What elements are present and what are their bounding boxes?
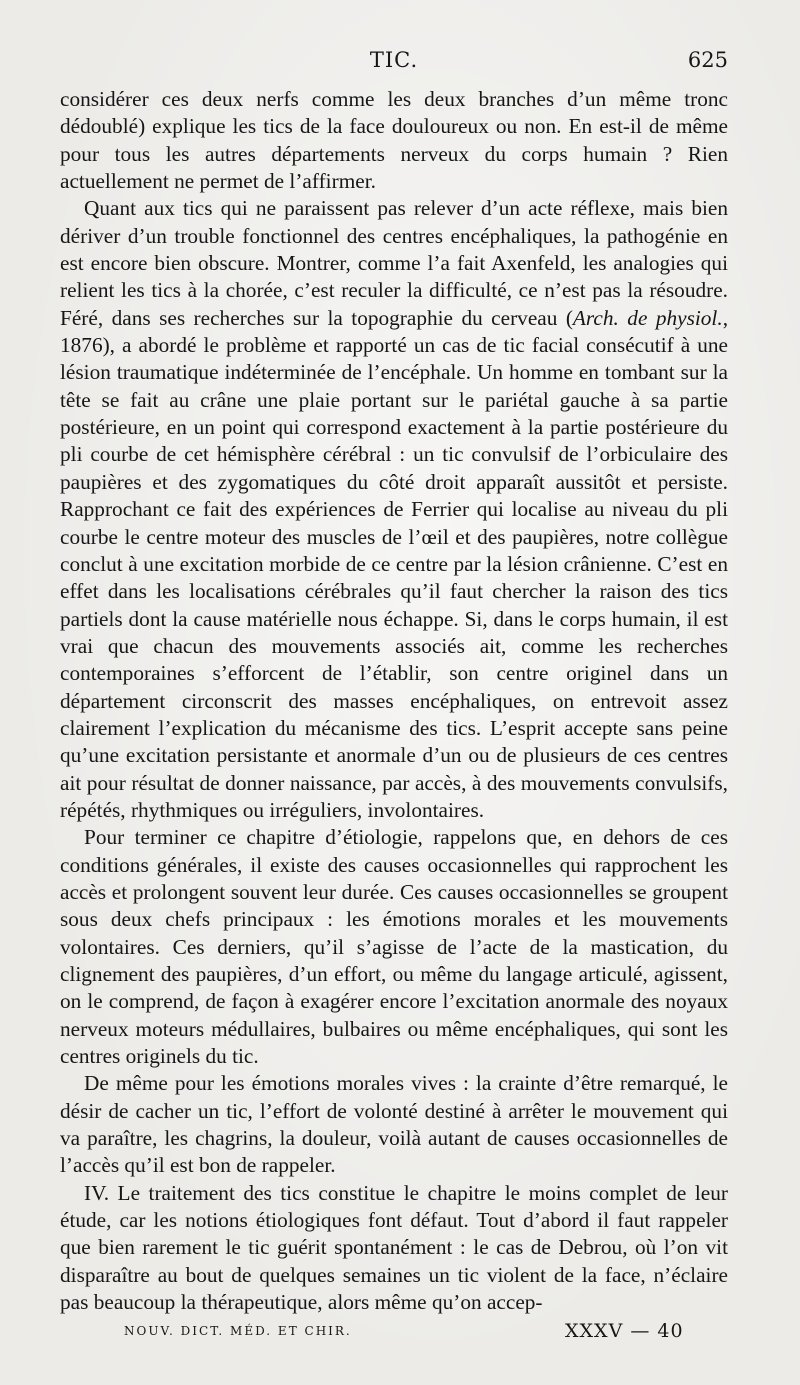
footer-signature: NOUV. DICT. MÉD. ET CHIR. — [124, 1324, 352, 1338]
paragraph-3: Pour terminer ce chapitre d’étiologie, rappelons que, en dehors de ces conditions générales, il existe des causes occasionnelles qui rapprochent les accès et prolongent souvent leur durée. Ces causes occasionnelles se groupent sous deux chefs principaux : les émotions morales et les mouvements volontaires. Ces derniers, qu’il s’agisse de l’acte de la mastication, du clignement des paupières, d’un effort, ou même du langage articulé, agissent, on le comprend, de façon à exagérer encore l’excitation anormale des noyaux nerveux moteurs médullaires, bulbaires ou même encéphaliques, qui sont les centres originels du tic. — [60, 825, 728, 1069]
running-title: TIC. — [369, 48, 419, 72]
paragraph-2-text: Quant aux tics qui ne paraissent pas relever d’un acte réflexe, mais bien dériver d’un trouble fonctionnel des centres encéphaliques, la pathogénie en est encore bien obscure. Montrer, comme l’a fait Axenfeld, les analogies qui relient les tics à la chorée, c’est reculer la difficulté, ce n’est pas la résoudre. Féré, dans ses recherches sur la topographie du cerveau ( — [60, 196, 728, 330]
journal-citation: Arch. de physiol. — [572, 305, 723, 330]
article-body — [60, 86, 728, 1316]
paragraph-1: considérer ces deux nerfs comme les deux branches d’un même tronc dédoublé) explique les tics de la face douloureux ou non. En est-il de même pour tous les autres départements nerveux du corps humain ? Rien actuellement ne permet de l’affirmer. — [60, 87, 728, 194]
paragraph-2 — [60, 195, 728, 824]
paragraph-4: De même pour les émotions morales vives : la crainte d’être remarqué, le désir de cacher un tic, l’effort de volonté destiné à arrêter le mouvement qui va paraître, les chagrins, la douleur, voilà autant de causes occasionnelles de l’accès qu’il est bon de rappeler. — [60, 1071, 728, 1178]
page-header — [60, 48, 728, 78]
footer-sheet-mark: XXXV — 40 — [565, 1320, 684, 1342]
paragraph-5: IV. Le traitement des tics constitue le chapitre le moins complet de leur étude, car les notions étiologiques font défaut. Tout d’abord il faut rappeler que bien rarement le tic guérit spontanément : le cas de Debrou, où l’on vit disparaître au bout de quelques semaines un tic violent de la face, n’éclaire pas beaucoup la thérapeutique, alors même qu’on accep- — [60, 1180, 728, 1315]
paragraph-2-continued: , 1876), a abordé le problème et rapporté un cas de tic facial consécutif à une lésion traumatique indéterminée de l’encéphale. Un homme en tombant sur la tête se fait au crâne une plaie portant sur le pariétal gauche à sa partie postérieure, en un point qui correspond exactement à la partie postérieure du pli courbe de cet hémisphère cérébral : un tic convulsif de l’orbiculaire des paupières et des zygomatiques du côté droit apparaît aussitôt et persiste. Rapprochant ce fait des expériences de Ferrier qui localise au niveau du pli courbe le centre moteur des muscles de l’œil et des paupières, notre collègue conclut à une excitation morbide de ce centre par la lésion crânienne. C’est en effet dans les localisations cérébrales qu’il faut chercher la raison des tics partiels dont la cause matérielle nous échappe. Si, dans le corps humain, il est vrai que chacun des mouvements associés ait, comme les recherches contemporaines s’efforcent de l’établir, son centre originel dans un département circonscrit des masses encéphaliques, on entrevoit assez clairement l’explication du mécanisme des tics. L’esprit accepte sans peine qu’une excitation persistante et anormale d’un ou de plusieurs de ces centres ait pour résultat de donner naissance, par accès, à des mouvements convulsifs, répétés, rhythmiques ou irréguliers, involontaires. — [60, 305, 729, 822]
page-number: 625 — [687, 48, 728, 72]
page-footer — [60, 1320, 728, 1348]
